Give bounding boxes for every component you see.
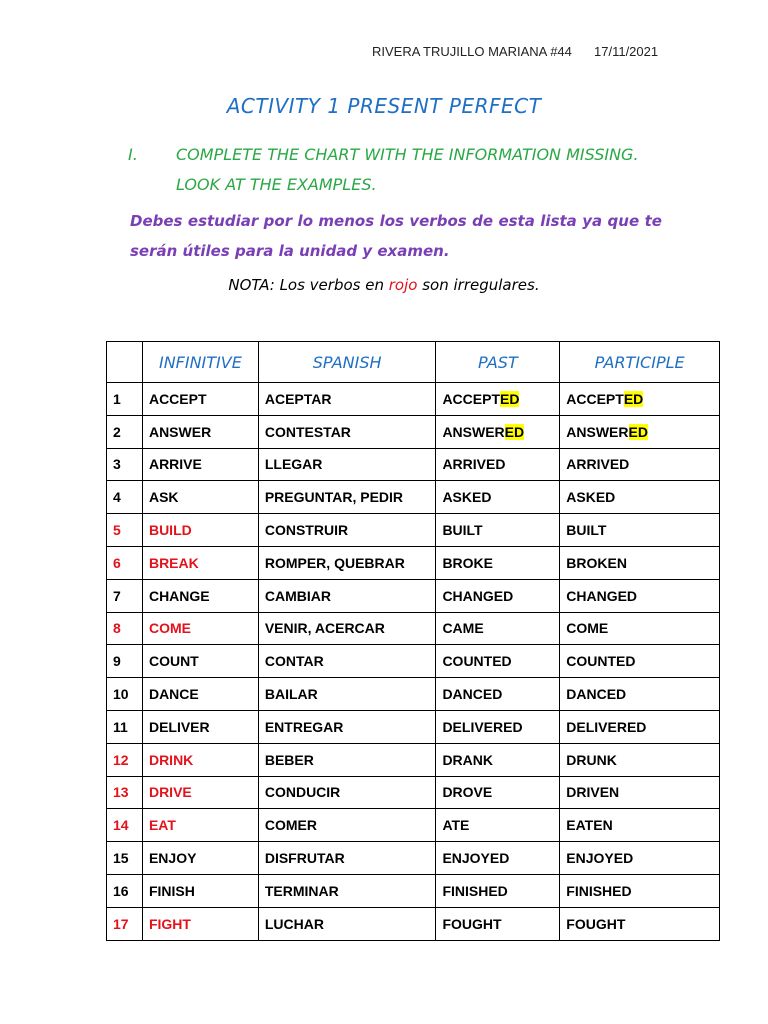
cell-past — [436, 907, 560, 940]
cell-participle-text: DANCED — [566, 686, 627, 703]
cell-past — [436, 415, 560, 448]
row-number — [107, 514, 143, 547]
header-past: PAST — [436, 342, 560, 383]
row-number — [107, 448, 143, 481]
cell-past — [436, 710, 560, 743]
instruction-line-2: LOOK AT THE EXAMPLES. — [176, 175, 377, 194]
cell-past — [436, 448, 560, 481]
row-number-text: 6 — [113, 554, 121, 571]
study-word: lista — [540, 212, 577, 230]
cell-spanish-text: DISFRUTAR — [264, 850, 345, 867]
table-row — [107, 743, 720, 776]
cell-past-text: BUILT — [442, 522, 483, 539]
cell-spanish-text: COMER — [264, 817, 317, 834]
cell-infinitive — [142, 874, 258, 907]
cell-past-text: ARRIVED — [442, 456, 506, 473]
cell-past — [436, 874, 560, 907]
row-number-text: 16 — [113, 882, 129, 899]
row-number-text: 10 — [113, 686, 129, 703]
cell-participle — [560, 546, 720, 579]
table-row — [107, 710, 720, 743]
cell-past — [436, 678, 560, 711]
ending-highlight: ED — [628, 423, 648, 440]
row-number-text: 13 — [113, 784, 129, 801]
cell-spanish — [258, 710, 436, 743]
cell-past — [436, 645, 560, 678]
table-row — [107, 809, 720, 842]
cell-participle-text: FOUGHT — [566, 915, 626, 932]
header-number — [107, 342, 143, 383]
cell-spanish-text: BEBER — [264, 751, 314, 768]
cell-participle — [560, 874, 720, 907]
cell-infinitive — [142, 415, 258, 448]
row-number-text: 7 — [113, 587, 121, 604]
cell-spanish-text: CONTAR — [264, 653, 324, 670]
cell-infinitive-text: ENJOY — [148, 850, 197, 867]
header-spanish: SPANISH — [258, 342, 436, 383]
cell-participle — [560, 612, 720, 645]
cell-past-text: BROKE — [442, 554, 493, 571]
instruction-line-1: COMPLETE THE CHART WITH THE INFORMATION MISSING. — [176, 145, 639, 164]
table-body — [107, 383, 720, 941]
cell-infinitive-text: DANCE — [148, 686, 199, 703]
cell-infinitive — [142, 383, 258, 416]
ending-highlight: ED — [500, 390, 520, 407]
cell-spanish — [258, 415, 436, 448]
table-row — [107, 514, 720, 547]
cell-participle — [560, 710, 720, 743]
cell-participle — [560, 514, 720, 547]
cell-participle-text: ASKED — [566, 489, 616, 506]
document-date: 17/11/2021 — [594, 44, 659, 59]
instruction-number: I. — [128, 145, 138, 164]
cell-past — [436, 546, 560, 579]
row-number — [107, 710, 143, 743]
table-row — [107, 383, 720, 416]
cell-spanish-text: BAILAR — [264, 686, 318, 703]
cell-infinitive-text: ARRIVE — [148, 456, 202, 473]
cell-past-text: ANSWER — [442, 423, 505, 440]
row-number-text: 9 — [113, 653, 121, 670]
cell-spanish-text: LLEGAR — [264, 456, 323, 473]
study-word: que — [607, 212, 640, 230]
row-number — [107, 743, 143, 776]
cell-spanish-text: ACEPTAR — [264, 390, 332, 407]
cell-participle-text: ENJOYED — [566, 850, 634, 867]
note-red-word: rojo — [388, 276, 418, 294]
row-number-text: 17 — [113, 915, 129, 932]
cell-infinitive — [142, 481, 258, 514]
cell-past — [436, 612, 560, 645]
study-word: te — [644, 212, 662, 230]
cell-spanish — [258, 546, 436, 579]
cell-spanish — [258, 776, 436, 809]
row-number — [107, 776, 143, 809]
row-number — [107, 645, 143, 678]
cell-spanish — [258, 842, 436, 875]
cell-participle — [560, 481, 720, 514]
cell-infinitive — [142, 907, 258, 940]
cell-spanish — [258, 743, 436, 776]
cell-infinitive — [142, 776, 258, 809]
cell-spanish-text: CAMBIAR — [264, 587, 331, 604]
cell-infinitive-text: EAT — [148, 817, 176, 834]
row-number-text: 12 — [113, 751, 129, 768]
cell-past-text: COUNTED — [442, 653, 512, 670]
cell-participle-text: DELIVERED — [566, 718, 647, 735]
cell-past — [436, 514, 560, 547]
cell-spanish — [258, 579, 436, 612]
study-note-line-2: serán útiles para la unidad y examen. — [130, 242, 450, 260]
ending-highlight: ED — [623, 390, 644, 407]
cell-participle-text: ARRIVED — [566, 456, 630, 473]
cell-past-text: ATE — [442, 817, 470, 834]
note-suffix: son irregulares. — [417, 276, 540, 294]
row-number-text: 11 — [113, 718, 128, 735]
cell-infinitive-text: DRINK — [148, 751, 194, 768]
cell-infinitive-text: BUILD — [148, 522, 192, 539]
row-number — [107, 579, 143, 612]
cell-participle-text: FINISHED — [566, 882, 632, 899]
study-word: ya — [582, 212, 603, 230]
cell-spanish — [258, 448, 436, 481]
irregular-note — [0, 276, 768, 294]
study-word: esta — [498, 212, 535, 230]
cell-participle-text: DRIVEN — [566, 784, 620, 801]
cell-participle — [560, 383, 720, 416]
cell-past — [436, 842, 560, 875]
row-number — [107, 415, 143, 448]
cell-infinitive-text: ASK — [148, 489, 179, 506]
cell-participle-text: CHANGED — [566, 587, 638, 604]
cell-spanish-text: ROMPER, QUEBRAR — [264, 554, 405, 571]
header-participle: PARTICIPLE — [560, 342, 720, 383]
cell-past-text: DRANK — [442, 751, 493, 768]
cell-infinitive-text: DRIVE — [148, 784, 192, 801]
cell-participle — [560, 842, 720, 875]
cell-past — [436, 776, 560, 809]
header-infinitive: INFINITIVE — [142, 342, 258, 383]
cell-infinitive — [142, 809, 258, 842]
study-word: estudiar — [187, 212, 259, 230]
row-number-text: 14 — [113, 817, 129, 834]
cell-participle-text: BROKEN — [566, 554, 627, 571]
cell-spanish — [258, 678, 436, 711]
cell-past-text: ENJOYED — [442, 850, 510, 867]
cell-past — [436, 481, 560, 514]
table-header-row — [107, 342, 720, 383]
cell-participle — [560, 645, 720, 678]
cell-infinitive-text: DELIVER — [148, 718, 210, 735]
row-number — [107, 842, 143, 875]
cell-participle — [560, 743, 720, 776]
row-number-text: 4 — [113, 489, 121, 506]
cell-infinitive-text: FIGHT — [148, 915, 191, 932]
cell-spanish — [258, 383, 436, 416]
row-number — [107, 546, 143, 579]
cell-infinitive — [142, 546, 258, 579]
cell-past-text: DROVE — [442, 784, 493, 801]
cell-infinitive-text: COME — [148, 620, 191, 637]
document-header — [0, 44, 768, 64]
cell-infinitive-text: ANSWER — [148, 423, 212, 440]
cell-infinitive — [142, 743, 258, 776]
table-row — [107, 678, 720, 711]
study-note — [130, 206, 662, 266]
cell-participle-text: BUILT — [566, 522, 607, 539]
row-number-text: 2 — [113, 423, 121, 440]
cell-infinitive — [142, 514, 258, 547]
study-word: por — [263, 212, 293, 230]
cell-spanish-text: ENTREGAR — [264, 718, 344, 735]
table-row — [107, 415, 720, 448]
cell-participle — [560, 415, 720, 448]
cell-participle — [560, 579, 720, 612]
row-number — [107, 874, 143, 907]
cell-past — [436, 809, 560, 842]
row-number-text: 15 — [113, 850, 129, 867]
cell-spanish — [258, 612, 436, 645]
cell-past-text: DELIVERED — [442, 718, 523, 735]
table-row — [107, 842, 720, 875]
cell-spanish — [258, 874, 436, 907]
cell-past — [436, 383, 560, 416]
row-number — [107, 612, 143, 645]
student-name: RIVERA TRUJILLO MARIANA #44 — [372, 44, 572, 59]
cell-spanish — [258, 907, 436, 940]
cell-spanish — [258, 514, 436, 547]
cell-spanish — [258, 481, 436, 514]
cell-participle — [560, 448, 720, 481]
row-number — [107, 481, 143, 514]
cell-infinitive-text: CHANGE — [148, 587, 210, 604]
cell-participle-text: ANSWER — [566, 423, 629, 440]
row-number — [107, 678, 143, 711]
study-note-line-1 — [130, 206, 662, 236]
cell-past-text: CAME — [442, 620, 484, 637]
table-row — [107, 579, 720, 612]
table-row — [107, 776, 720, 809]
study-word: de — [472, 212, 494, 230]
cell-past-text: ASKED — [442, 489, 492, 506]
cell-spanish-text: CONSTRUIR — [264, 522, 349, 539]
cell-infinitive-text: BREAK — [148, 554, 199, 571]
row-number — [107, 383, 143, 416]
row-number-text: 5 — [113, 522, 121, 539]
table-row — [107, 645, 720, 678]
cell-spanish-text: CONDUCIR — [264, 784, 341, 801]
cell-spanish-text: PREGUNTAR, PEDIR — [264, 489, 404, 506]
cell-past — [436, 743, 560, 776]
cell-spanish-text: VENIR, ACERCAR — [264, 620, 385, 637]
table-row — [107, 481, 720, 514]
cell-infinitive-text: ACCEPT — [148, 390, 207, 407]
cell-spanish-text: CONTESTAR — [264, 423, 351, 440]
cell-infinitive — [142, 448, 258, 481]
cell-participle — [560, 776, 720, 809]
cell-infinitive — [142, 612, 258, 645]
cell-infinitive — [142, 579, 258, 612]
row-number — [107, 809, 143, 842]
verbs-table — [106, 341, 720, 941]
cell-participle — [560, 907, 720, 940]
cell-participle-text: ACCEPT — [566, 390, 624, 407]
cell-spanish — [258, 645, 436, 678]
table-row — [107, 874, 720, 907]
row-number — [107, 907, 143, 940]
cell-participle — [560, 678, 720, 711]
cell-participle-text: COUNTED — [566, 653, 636, 670]
cell-infinitive — [142, 645, 258, 678]
cell-infinitive — [142, 842, 258, 875]
cell-infinitive-text: COUNT — [148, 653, 199, 670]
cell-past-text: ACCEPT — [442, 390, 500, 407]
study-word: los — [379, 212, 404, 230]
note-prefix: NOTA: Los verbos en — [228, 276, 389, 294]
study-word: Debes — [130, 212, 183, 230]
cell-infinitive — [142, 678, 258, 711]
row-number-text: 8 — [113, 620, 121, 637]
cell-participle-text: DRUNK — [566, 751, 617, 768]
cell-past-text: DANCED — [442, 686, 503, 703]
cell-infinitive — [142, 710, 258, 743]
ending-highlight: ED — [504, 423, 525, 440]
table-row — [107, 907, 720, 940]
cell-participle — [560, 809, 720, 842]
cell-infinitive-text: FINISH — [148, 882, 195, 899]
study-word: lo — [297, 212, 313, 230]
cell-spanish-text: LUCHAR — [264, 915, 324, 932]
activity-title: ACTIVITY 1 PRESENT PERFECT — [226, 94, 542, 118]
table-row — [107, 546, 720, 579]
cell-spanish-text: TERMINAR — [264, 882, 339, 899]
cell-participle-text: EATEN — [566, 817, 613, 834]
cell-past-text: CHANGED — [442, 587, 514, 604]
row-number-text: 1 — [113, 390, 121, 407]
cell-past — [436, 579, 560, 612]
table-row — [107, 448, 720, 481]
study-word: menos — [318, 212, 375, 230]
table-row — [107, 612, 720, 645]
study-word: verbos — [409, 212, 467, 230]
cell-past-text: FOUGHT — [442, 915, 502, 932]
cell-spanish — [258, 809, 436, 842]
cell-past-text: FINISHED — [442, 882, 508, 899]
row-number-text: 3 — [113, 456, 121, 473]
cell-participle-text: COME — [566, 620, 609, 637]
